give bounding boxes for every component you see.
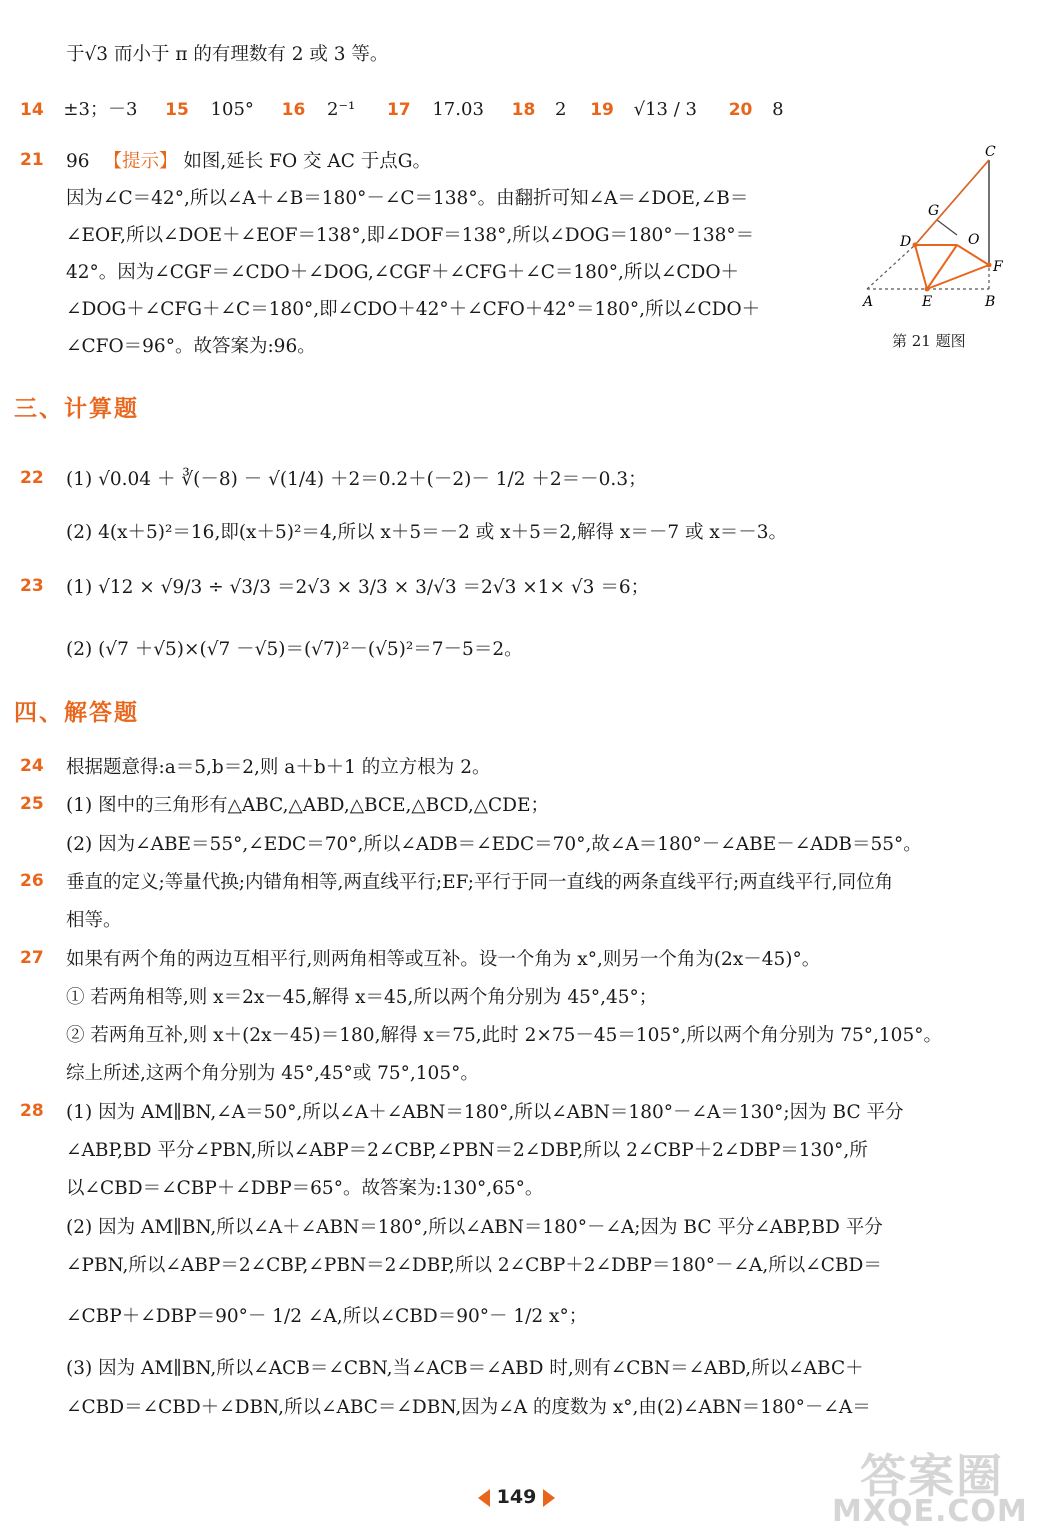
- question-number: 15: [165, 100, 189, 120]
- question-number: 24: [20, 756, 44, 776]
- label-o: O: [968, 232, 980, 248]
- answer-text: ±3；－3: [63, 99, 138, 120]
- q27-line: 综上所述,这两个角分别为 45°,45°或 75°,105°。: [66, 1063, 479, 1084]
- point-e: [925, 287, 930, 292]
- q25-line: (2) 因为∠ABE＝55°,∠EDC＝70°,所以∠ADB＝∠EDC＝70°,故∠A＝180°－∠ABE－∠ADB＝55°。: [66, 834, 922, 855]
- q22-line: (1) √0.04 ＋ ∛(－8) － √(1/4) ＋2＝0.2＋(－2)－ 1/2 ＋2＝－0.3；: [66, 469, 647, 490]
- section-title: 三、计算题: [14, 396, 139, 422]
- label-a: A: [863, 294, 874, 310]
- question-number: 17: [386, 100, 411, 120]
- edge-go: [937, 220, 957, 235]
- q21-line: 42°。因为∠CGF＝∠CDO＋∠DOG,∠CGF＋∠CFG＋∠C＝180°,所以∠CDO＋: [66, 262, 740, 283]
- question-number: 14: [20, 100, 44, 120]
- q22-line: (2) 4(x＋5)²＝16,即(x＋5)²＝4,所以 x＋5＝－2 或 x＋5＝2,解得 x＝－7 或 x＝－3。: [66, 522, 788, 543]
- q25-line: (1) 图中的三角形有△ABC,△ABD,△BCE,△BCD,△CDE；: [66, 795, 550, 816]
- q21-line: 因为∠C＝42°,所以∠A＋∠B＝180°－∠C＝138°。由翻折可知∠A＝∠DOE,∠B＝: [66, 188, 749, 209]
- answers-row: [20, 95, 784, 121]
- q28-line: ∠CBP＋∠DBP＝90°－ 1/2 ∠A,所以∠CBD＝90°－ 1/2 x°；: [66, 1306, 588, 1327]
- q26-line: 垂直的定义;等量代换;内错角相等,两直线平行;EF;平行于同一直线的两条直线平行;两直线平行,同位角: [66, 872, 894, 893]
- question-number: 21: [20, 150, 44, 170]
- answer-text: 2: [555, 99, 567, 120]
- watermark-title: 答案圈: [860, 1449, 1004, 1503]
- question-number: 16: [281, 100, 306, 120]
- figure-caption: 第 21 题图: [892, 332, 966, 350]
- answer-text: 17.03: [432, 99, 484, 120]
- label-b: B: [985, 294, 996, 310]
- question-number: 19: [590, 100, 614, 120]
- page-number-value: 149: [496, 1486, 537, 1508]
- label-c: C: [985, 144, 996, 160]
- question-number: 26: [20, 871, 44, 891]
- question-number: 23: [20, 576, 44, 596]
- question-number: 18: [511, 100, 536, 120]
- question-number: 27: [20, 948, 44, 968]
- question-number: 25: [20, 794, 44, 814]
- q28-line: (1) 因为 AM∥BN,∠A＝50°,所以∠A＋∠ABN＝180°,所以∠ABN＝180°－∠A＝130°;因为 BC 平分: [66, 1102, 904, 1123]
- watermark-url: MXQE.COM: [832, 1494, 1028, 1529]
- label-e: E: [922, 294, 933, 310]
- q28-line: 以∠CBD＝∠CBP＋∠DBP＝65°。故答案为:130°,65°。: [66, 1178, 544, 1199]
- dashed-edge: [867, 245, 915, 289]
- q27-line: 如果有两个角的两边互相平行,则两角相等或互补。设一个角为 x°,则另一个角为(2x－45)°。: [66, 949, 821, 970]
- edge-of: [957, 245, 989, 265]
- q23-line: (1) √12 × √9/3 ÷ √3/3 ＝2√3 × 3/3 × 3/√3 ＝2√3 ×1× √3 ＝6；: [66, 577, 650, 598]
- answer-text: √13 / 3: [633, 99, 697, 120]
- label-g: G: [928, 203, 940, 219]
- continued-text: 于√3 而小于 π 的有理数有 2 或 3 等。: [66, 44, 389, 65]
- point-f: [987, 263, 992, 268]
- page-number: [478, 1486, 555, 1508]
- question-number: 22: [20, 468, 44, 488]
- q28-line: ∠PBN,所以∠ABP＝2∠CBP,∠PBN＝2∠DBP,所以 2∠CBP＋2∠DBP＝180°－∠A,所以∠CBD＝: [66, 1255, 882, 1276]
- q21-answer-line: [66, 147, 431, 173]
- point-d: [913, 243, 918, 248]
- q28-line: ∠CBD＝∠CBD＋∠DBN,所以∠ABC＝∠DBN,因为∠A 的度数为 x°,由(2)∠ABN＝180°－∠A＝: [66, 1397, 871, 1418]
- q24-line: 根据题意得:a＝5,b＝2,则 a＋b＋1 的立方根为 2。: [66, 757, 491, 778]
- question-number: 20: [728, 100, 753, 120]
- q28-line: ∠ABP,BD 平分∠PBN,所以∠ABP＝2∠CBP,∠PBN＝2∠DBP,所以 2∠CBP＋2∠DBP＝130°,所: [66, 1140, 868, 1161]
- tip-label: 【提示】: [103, 151, 178, 172]
- q21-line: ∠CFO＝96°。故答案为:96。: [66, 336, 316, 357]
- answer-text: 8: [772, 99, 784, 120]
- answer-text: 105°: [210, 99, 254, 120]
- q28-line: (3) 因为 AM∥BN,所以∠ACB＝∠CBN,当∠ACB＝∠ABD 时,则有∠CBN＝∠ABD,所以∠ABC＋: [66, 1358, 864, 1379]
- q21-answer: 96: [66, 151, 90, 172]
- label-d: D: [900, 234, 912, 250]
- right-arrow-icon: [543, 1489, 555, 1507]
- q27-line: ① 若两角相等,则 x＝2x－45,解得 x＝45,所以两个角分别为 45°,45°；: [66, 987, 658, 1008]
- label-f: F: [993, 259, 1003, 275]
- edge-de: [915, 245, 927, 289]
- q21-figure: [855, 140, 1035, 315]
- section-title: 四、解答题: [14, 700, 139, 726]
- question-number: 28: [20, 1101, 44, 1121]
- q23-line: (2) (√7 ＋√5)×(√7 －√5)＝(√7)²－(√5)²＝7－5＝2。: [66, 639, 523, 660]
- q21-line: ∠DOG＋∠CFG＋∠C＝180°,即∠CDO＋42°＋∠CFO＋42°＝180°,所以∠CDO＋: [66, 299, 761, 320]
- q27-line: ② 若两角互补,则 x＋(2x－45)＝180,解得 x＝75,此时 2×75－45＝105°,所以两个角分别为 75°,105°。: [66, 1025, 942, 1046]
- answer-text: 2⁻¹: [327, 99, 356, 120]
- q21-line: 如图,延长 FO 交 AC 于点G。: [183, 151, 432, 172]
- left-arrow-icon: [478, 1489, 490, 1507]
- q21-line: ∠EOF,所以∠DOE＋∠EOF＝138°,即∠DOF＝138°,所以∠DOG＝180°－138°＝: [66, 225, 755, 246]
- q26-line: 相等。: [66, 910, 122, 931]
- q28-line: (2) 因为 AM∥BN,所以∠A＋∠ABN＝180°,所以∠ABN＝180°－∠A;因为 BC 平分∠ABP,BD 平分: [66, 1217, 883, 1238]
